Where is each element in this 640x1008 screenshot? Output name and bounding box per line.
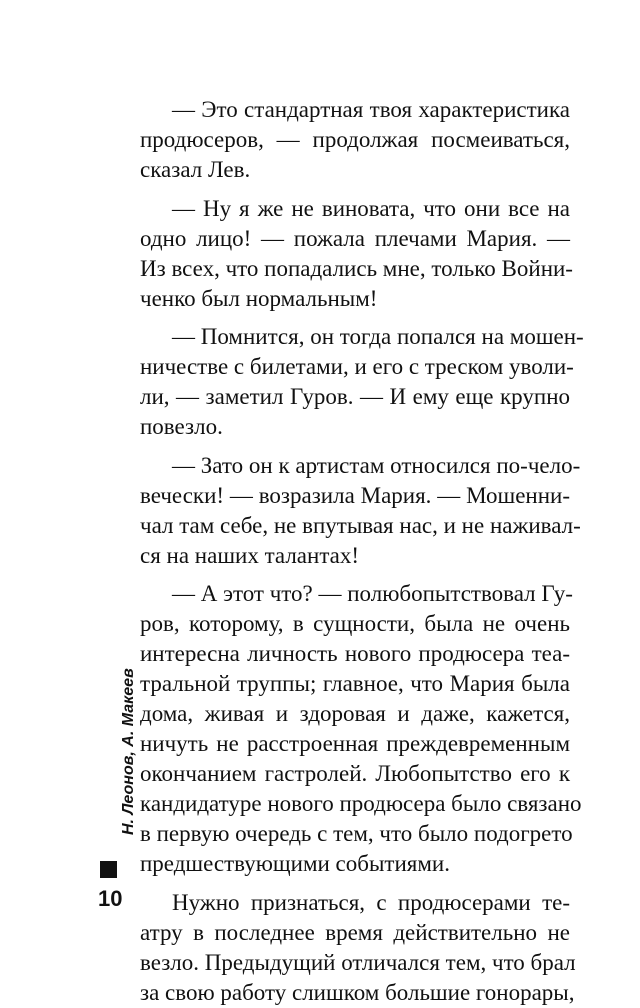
text-line: одно лицо! — пожала плечами Мария. — (140, 225, 570, 251)
text-line: ли, — заметил Гуров. — И ему еще крупно (140, 384, 570, 409)
page-marker-square (100, 861, 117, 878)
text-line: дома, живая и здоровая и даже, кажется, (140, 701, 570, 726)
body-text (140, 95, 584, 1008)
text-line: ченко был нормальным! (140, 285, 378, 311)
text-line: ничестве с билетами, и его с треском уволи- (140, 354, 574, 379)
paragraph-1 (140, 95, 570, 185)
text-line: вечески! — возразила Мария. — Мошенни- (140, 482, 570, 508)
paragraph-5 (140, 579, 582, 879)
text-line: кандидатуре нового продюсера было связано (140, 791, 582, 816)
text-line: ров, которому, в сущности, была не очень (140, 611, 570, 636)
text-line: чал там себе, не впутывая нас, и не наживал- (140, 512, 581, 538)
text-line: продюсеров, — продолжая посмеиваться, (140, 127, 570, 152)
text-line: тральной труппы; главное, что Мария была (140, 671, 570, 696)
text-line: — Помнится, он тогда попался на мошен- (172, 324, 584, 349)
text-line: за свою работу слишком большие гонорары, (140, 979, 575, 1005)
text-line: — Это стандартная твоя характеристика (172, 97, 570, 122)
text-line: ся на наших талантах! (140, 542, 360, 568)
paragraph-6 (140, 888, 576, 1008)
text-line: окончанием гастролей. Любопытство его к (140, 761, 570, 786)
paragraph-4 (140, 451, 581, 571)
page-number: 10 (98, 886, 123, 911)
text-line: атру в последнее время действительно не (140, 919, 570, 945)
text-line: — А этот что? — полюбопытствовал Гу- (172, 581, 573, 606)
text-line: интересна личность нового продюсера теа- (140, 641, 570, 666)
text-line: Нужно признаться, с продюсерами те- (172, 889, 570, 915)
paragraph-2 (140, 194, 573, 314)
text-line: в первую очередь с тем, что было подогрето (140, 821, 573, 846)
text-line: — Зато он к артистам относился по-чело- (172, 452, 581, 478)
text-line: повезло. (140, 414, 223, 439)
paragraph-3 (140, 322, 584, 442)
text-line: везло. Предыдущий отличался тем, что брал (140, 949, 576, 975)
text-line: предшествующими событиями. (140, 851, 450, 876)
running-head: Н. Леонов, А. Макеев (120, 668, 137, 835)
text-line: ничуть не расстроенная преждевременным (140, 731, 570, 756)
text-line: сказал Лев. (140, 157, 251, 182)
text-line: — Ну я же не виновата, что они все на (172, 195, 570, 221)
text-line: Из всех, что попадались мне, только Войни- (140, 255, 573, 281)
